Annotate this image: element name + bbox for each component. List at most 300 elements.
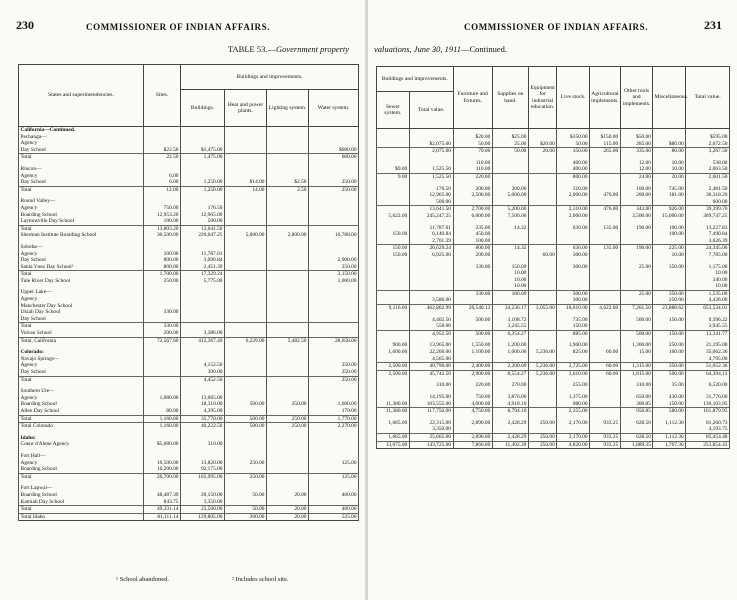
- cell-water: 250.00: [309, 179, 359, 186]
- table-row: [19, 278, 359, 285]
- cell-sewer: [377, 356, 410, 363]
- cell-agricultural: 60.00: [590, 370, 621, 377]
- cell-buildings-total: 11,787.01: [409, 225, 453, 232]
- cell-livestock: 735.00: [557, 317, 590, 324]
- header-sites: Sites.: [144, 65, 181, 127]
- cell-agricultural: 115.00: [590, 141, 621, 148]
- cell-other-tools: [620, 270, 653, 277]
- row-label: Agency: [19, 140, 144, 147]
- cell-lighting: [267, 356, 309, 363]
- cell-total-value: 2,063.50: [686, 166, 730, 173]
- table-row: [19, 369, 359, 376]
- cell-lighting: [267, 127, 309, 134]
- cell-sites: 330.00: [144, 323, 181, 330]
- running-head-right: COMMISSIONER OF INDIAN AFFAIRS.: [464, 22, 649, 32]
- cell-water: [309, 296, 359, 303]
- table-row: [19, 362, 359, 369]
- cell-buildings-total: 3,350.00: [409, 426, 453, 433]
- cell-equipment: [528, 290, 556, 297]
- cell-lighting: [267, 278, 309, 285]
- row-label: Day School: [19, 147, 144, 154]
- table-row: [19, 395, 359, 402]
- cell-lighting: 250.00: [267, 415, 309, 423]
- cell-furniture: 330.00: [453, 264, 492, 271]
- cell-total-value: 309,747.25: [686, 213, 730, 220]
- cell-sewer: [377, 317, 410, 324]
- table-row: [19, 303, 359, 310]
- cell-sites: 1,160.00: [144, 415, 181, 423]
- right-table-body: [377, 129, 730, 449]
- cell-buildings: [181, 289, 225, 296]
- cell-total-value: 81,260.73: [686, 420, 730, 427]
- cell-water: 600.00: [309, 154, 359, 161]
- cell-heat: [225, 435, 267, 442]
- cell-heat: 500.00: [225, 423, 267, 430]
- cell-sewer: [377, 134, 410, 141]
- row-label: Idaho:: [19, 435, 144, 442]
- cell-buildings: 20,150.00: [181, 492, 225, 499]
- cell-total-value: 1,535.00: [686, 290, 730, 297]
- cell-heat: 14.00: [225, 186, 267, 193]
- cell-sites: 1,080.00: [144, 395, 181, 402]
- cell-buildings: 4,452.50: [181, 376, 225, 383]
- table-caption-left: [228, 44, 349, 54]
- table-row: [19, 166, 359, 173]
- cell-furniture: [453, 323, 492, 330]
- row-label: Total: [19, 271, 144, 278]
- cell-buildings: [181, 349, 225, 356]
- cell-other-tools: 3,500.00: [620, 213, 653, 220]
- cell-supplies: 2,428.29: [492, 420, 528, 427]
- cell-sewer: [377, 192, 410, 199]
- cell-supplies: 10.00: [492, 270, 528, 277]
- cell-sites: [144, 376, 181, 383]
- cell-total-value: 31,776.00: [686, 394, 730, 401]
- cell-sewer: 1,600.00: [377, 349, 410, 356]
- cell-other-tools: 12.00: [620, 160, 653, 167]
- cell-sewer: 11,380.00: [377, 408, 410, 415]
- cell-other-tools: 15.00: [620, 349, 653, 356]
- row-label: Colorado:: [19, 349, 144, 356]
- cell-equipment: [528, 213, 556, 220]
- table-row: [19, 408, 359, 415]
- cell-sewer: [377, 426, 410, 433]
- cell-agricultural: 476.00: [590, 206, 621, 213]
- cell-sites: [144, 289, 181, 296]
- cell-lighting: [267, 441, 309, 448]
- cell-lighting: [267, 264, 309, 271]
- cell-livestock: 2,310.00: [557, 206, 590, 213]
- table-row: [377, 238, 730, 245]
- cell-lighting: [267, 218, 309, 225]
- cell-water: [309, 127, 359, 134]
- row-label: Total: [19, 415, 144, 423]
- cell-buildings-total: 245,247.25: [409, 213, 453, 220]
- cell-other-tools: 285.00: [620, 141, 653, 148]
- table-row: [19, 337, 359, 344]
- cell-equipment: [528, 277, 556, 284]
- page-number-right: 231: [704, 18, 722, 32]
- cell-buildings: [181, 296, 225, 303]
- row-label: Total: [19, 225, 144, 232]
- table-row: [377, 134, 730, 141]
- cell-buildings: 23,500.00: [181, 506, 225, 514]
- cell-other-tools: 343.00: [620, 206, 653, 213]
- cell-lighting: [267, 205, 309, 212]
- cell-equipment: [528, 323, 556, 330]
- cell-heat: [225, 264, 267, 271]
- cell-heat: 6,229.00: [225, 337, 267, 344]
- row-label: Boarding School: [19, 492, 144, 499]
- cell-miscellaneous: $80.00: [653, 141, 686, 148]
- cell-agricultural: [590, 394, 621, 401]
- table-row: [377, 426, 730, 433]
- cell-equipment: 5,236.00: [528, 363, 556, 371]
- cell-buildings-total: 13,641.50: [409, 206, 453, 213]
- cell-agricultural: 60.00: [590, 363, 621, 371]
- cell-water: [309, 289, 359, 296]
- cell-sewer: $9.00: [377, 166, 410, 173]
- cell-buildings: 4,152.50: [181, 362, 225, 369]
- row-label: Day School: [19, 316, 144, 323]
- cell-sites: 12.00: [144, 186, 181, 193]
- cell-heat: [225, 147, 267, 154]
- cell-furniture: 450.00: [453, 231, 492, 238]
- cell-equipment: [528, 245, 556, 252]
- table-row: [377, 394, 730, 401]
- caption-italic-right: valuations, June 30, 1911: [374, 44, 461, 54]
- cell-heat: 50.00: [225, 506, 267, 514]
- cell-livestock: 1,375.00: [557, 394, 590, 401]
- row-label: Agency: [19, 362, 144, 369]
- row-label: Soboba—: [19, 244, 144, 251]
- cell-buildings-total: 2,701.39: [409, 238, 453, 245]
- cell-livestock: 2,170.00: [557, 420, 590, 427]
- cell-equipment: 3,055.00: [528, 305, 556, 312]
- cell-heat: [225, 485, 267, 492]
- cell-livestock: 400.00: [557, 166, 590, 173]
- cell-equipment: [528, 134, 556, 141]
- header-equipment: Equipment for industrial education.: [528, 67, 556, 129]
- table-row: [19, 289, 359, 296]
- cell-lighting: [267, 408, 309, 415]
- cell-sewer: [377, 199, 410, 206]
- cell-miscellaneous: 181.00: [653, 192, 686, 199]
- cell-agricultural: [590, 264, 621, 271]
- cell-other-tools: [620, 323, 653, 330]
- cell-miscellaneous: 350.00: [653, 264, 686, 271]
- table-row: [19, 316, 359, 323]
- cell-supplies: [492, 199, 528, 206]
- cell-heat: [225, 251, 267, 258]
- cell-lighting: [267, 154, 309, 161]
- cell-sites: [144, 198, 181, 205]
- cell-sewer: [377, 264, 410, 271]
- cell-lighting: [267, 166, 309, 173]
- cell-sites: 800.00: [144, 264, 181, 271]
- cell-miscellaneous: 250.00: [653, 297, 686, 304]
- cell-buildings: [181, 134, 225, 141]
- cell-buildings-total: [409, 134, 453, 141]
- cell-other-tools: 7,261.50: [620, 305, 653, 312]
- cell-buildings-total: 462,862.99: [409, 305, 453, 312]
- row-label: Agency: [19, 173, 144, 180]
- table-row: [19, 499, 359, 506]
- table-row: [377, 297, 730, 304]
- header-states: States and superintendencies.: [19, 65, 144, 127]
- cell-livestock: 630.00: [557, 225, 590, 232]
- cell-supplies: 5,000.00: [492, 192, 528, 199]
- cell-supplies: 2,200.00: [492, 363, 528, 371]
- cell-furniture: 110.00: [453, 160, 492, 167]
- table-row: [377, 199, 730, 206]
- cell-heat: [225, 453, 267, 460]
- row-label: Fort Lapwai—: [19, 485, 144, 492]
- header-buildings-total: Total value.: [409, 92, 453, 129]
- cell-buildings: [181, 316, 225, 323]
- cell-equipment: 60.00: [528, 252, 556, 259]
- cell-other-tools: 950.85: [620, 408, 653, 415]
- cell-sites: [144, 296, 181, 303]
- cell-other-tools: 24.00: [620, 173, 653, 180]
- cell-sewer: 5,622.00: [377, 213, 410, 220]
- cell-lighting: [267, 251, 309, 258]
- table-row: [377, 192, 730, 199]
- cell-total-value: 13,341.77: [686, 330, 730, 337]
- cell-buildings: [181, 173, 225, 180]
- cell-other-tools: 25.00: [620, 290, 653, 297]
- cell-equipment: [528, 401, 556, 408]
- cell-total-value: 653,534.01: [686, 305, 730, 312]
- cell-water: 3,150.00: [309, 271, 359, 278]
- cell-sewer: [377, 148, 410, 155]
- cell-equipment: [528, 317, 556, 324]
- cell-livestock: 4,820.00: [557, 441, 590, 449]
- cell-sites: [144, 303, 181, 310]
- cell-miscellaneous: 35.00: [653, 382, 686, 389]
- table-row: [19, 423, 359, 430]
- cell-sites: [144, 401, 181, 408]
- cell-other-tools: 650.00: [620, 394, 653, 401]
- cell-buildings-total: [409, 270, 453, 277]
- cell-equipment: [528, 270, 556, 277]
- cell-buildings-total: [409, 290, 453, 297]
- table-row: [19, 506, 359, 514]
- table-row: [19, 198, 359, 205]
- cell-livestock: 885.00: [557, 330, 590, 337]
- cell-buildings: 1,250.00: [181, 179, 225, 186]
- cell-other-tools: [620, 283, 653, 290]
- row-label: Tule River Day School: [19, 278, 144, 285]
- cell-buildings: [181, 309, 225, 316]
- cell-total-value: 6,520.00: [686, 382, 730, 389]
- cell-buildings-total: 310.00: [409, 382, 453, 389]
- table-row: [19, 140, 359, 147]
- row-label: Day School: [19, 369, 144, 376]
- table-row: [19, 186, 359, 193]
- cell-equipment: 250.00: [528, 441, 556, 449]
- row-label: Boarding School: [19, 212, 144, 219]
- cell-lighting: 20.00: [267, 513, 309, 521]
- cell-furniture: [453, 297, 492, 304]
- cell-livestock: $350.00: [557, 134, 590, 141]
- cell-furniture: 220.00: [453, 173, 492, 180]
- row-label: Navajo Springs—: [19, 356, 144, 363]
- cell-livestock: 2,725.00: [557, 363, 590, 371]
- cell-livestock: 255.00: [557, 382, 590, 389]
- cell-buildings: 3,350.00: [181, 499, 225, 506]
- cell-sewer: 150.00: [377, 231, 410, 238]
- cell-lighting: [267, 330, 309, 337]
- cell-livestock: 2,000.00: [557, 192, 590, 199]
- row-label: Sherman Institute Boarding School: [19, 232, 144, 239]
- cell-sewer: [377, 290, 410, 297]
- cell-lighting: [267, 323, 309, 330]
- cell-furniture: 70.00: [453, 148, 492, 155]
- cell-sewer: [377, 225, 410, 232]
- cell-buildings: 3,386.00: [181, 330, 225, 337]
- cell-livestock: 300.00: [557, 252, 590, 259]
- row-label: Total: [19, 473, 144, 480]
- cell-total-value: 39,399.70: [686, 206, 730, 213]
- cell-total-value: $595.00: [686, 134, 730, 141]
- cell-equipment: [528, 356, 556, 363]
- cell-supplies: 200.00: [492, 186, 528, 193]
- cell-livestock: [557, 270, 590, 277]
- cell-buildings: 4,395.00: [181, 408, 225, 415]
- row-label: Total: [19, 506, 144, 514]
- cell-buildings: 13,065.00: [181, 395, 225, 402]
- cell-water: [309, 198, 359, 205]
- cell-supplies: 11,492.39: [492, 441, 528, 449]
- cell-miscellaneous: [653, 323, 686, 330]
- cell-agricultural: [590, 166, 621, 173]
- cell-buildings: 129,805.00: [181, 513, 225, 521]
- table-row: [19, 323, 359, 330]
- cell-buildings: 17,329.24: [181, 271, 225, 278]
- cell-supplies: 270.00: [492, 382, 528, 389]
- cell-equipment: $20.00: [528, 141, 556, 148]
- cell-agricultural: [590, 270, 621, 277]
- cell-heat: [225, 154, 267, 161]
- table-row: [377, 148, 730, 155]
- cell-lighting: [267, 460, 309, 467]
- row-label: California—Continued.: [19, 127, 144, 134]
- row-label: Day School: [19, 257, 144, 264]
- cell-heat: [225, 323, 267, 330]
- cell-buildings-total: 12,965.00: [409, 192, 453, 199]
- cell-buildings-total: 103,555.00: [409, 401, 453, 408]
- cell-water: [309, 218, 359, 225]
- table-row: [19, 460, 359, 467]
- cell-total-value: 4,795.00: [686, 356, 730, 363]
- cell-furniture: 26,540.13: [453, 305, 492, 312]
- cell-equipment: [528, 408, 556, 415]
- cell-supplies: [492, 252, 528, 259]
- cell-livestock: 150.00: [557, 323, 590, 330]
- cell-heat: [225, 198, 267, 205]
- cell-agricultural: [590, 317, 621, 324]
- cell-water: 125.00: [309, 460, 359, 467]
- cell-livestock: [557, 231, 590, 238]
- cell-agricultural: [590, 231, 621, 238]
- cell-other-tools: [620, 356, 653, 363]
- cell-agricultural: [590, 186, 621, 193]
- cell-water: [309, 303, 359, 310]
- cell-sites: [144, 316, 181, 323]
- table-row: [19, 251, 359, 258]
- cell-buildings: $1,475.00: [181, 147, 225, 154]
- cell-supplies: 3,108.72: [492, 317, 528, 324]
- cell-sites: 6.00: [144, 173, 181, 180]
- cell-buildings: 18,310.00: [181, 401, 225, 408]
- cell-buildings: 5,775.00: [181, 278, 225, 285]
- cell-equipment: [528, 231, 556, 238]
- cell-furniture: 2,400.00: [453, 363, 492, 371]
- cell-buildings: 35,770.00: [181, 415, 225, 423]
- cell-miscellaneous: 15,000.00: [653, 213, 686, 220]
- cell-sites: [144, 485, 181, 492]
- cell-other-tools: 1,889.35: [620, 441, 653, 449]
- cell-livestock: 1,900.00: [557, 342, 590, 349]
- cell-buildings: 2,451.39: [181, 264, 225, 271]
- table-row: [377, 305, 730, 312]
- table-row: [377, 166, 730, 173]
- cell-equipment: 20.00: [528, 148, 556, 155]
- cell-sewer: 150.00: [377, 252, 410, 259]
- cell-lighting: [267, 296, 309, 303]
- cell-furniture: 2,896.00: [453, 433, 492, 441]
- cell-heat: [225, 173, 267, 180]
- cell-sites: 81,111.14: [144, 513, 181, 521]
- cell-miscellaneous: 580.00: [653, 408, 686, 415]
- cell-supplies: 1,000.00: [492, 349, 528, 356]
- cell-other-tools: $50.00: [620, 134, 653, 141]
- cell-other-tools: 628.50: [620, 433, 653, 441]
- cell-sites: 200.00: [144, 330, 181, 337]
- cell-buildings-total: 25,665.00: [409, 433, 453, 441]
- table-row: [19, 309, 359, 316]
- table-row: [377, 401, 730, 408]
- row-label: Round Valley—: [19, 198, 144, 205]
- cell-livestock: [557, 283, 590, 290]
- cell-sewer: [377, 160, 410, 167]
- cell-furniture: 800.00: [453, 245, 492, 252]
- cell-sites: 13,803.20: [144, 225, 181, 232]
- cell-buildings: 300.00: [181, 369, 225, 376]
- cell-lighting: [267, 244, 309, 251]
- cell-total-value: 7,490.84: [686, 231, 730, 238]
- cell-sites: [144, 453, 181, 460]
- cell-lighting: 2.50: [267, 186, 309, 193]
- cell-supplies: 10.00: [492, 283, 528, 290]
- cell-lighting: [267, 349, 309, 356]
- cell-total-value: 10.00: [686, 270, 730, 277]
- cell-equipment: [528, 225, 556, 232]
- cell-water: 250.00: [309, 362, 359, 369]
- cell-water: [309, 205, 359, 212]
- cell-total-value: 4,436.00: [686, 297, 730, 304]
- cell-supplies: 4,918.10: [492, 401, 528, 408]
- cell-sites: 250.00: [144, 278, 181, 285]
- cell-furniture: 2,900.00: [453, 370, 492, 377]
- cell-heat: [225, 212, 267, 219]
- cell-lighting: [267, 173, 309, 180]
- cell-heat: [225, 303, 267, 310]
- cell-sewer: 2,500.00: [377, 370, 410, 377]
- table-row: [19, 349, 359, 356]
- cell-lighting: [267, 362, 309, 369]
